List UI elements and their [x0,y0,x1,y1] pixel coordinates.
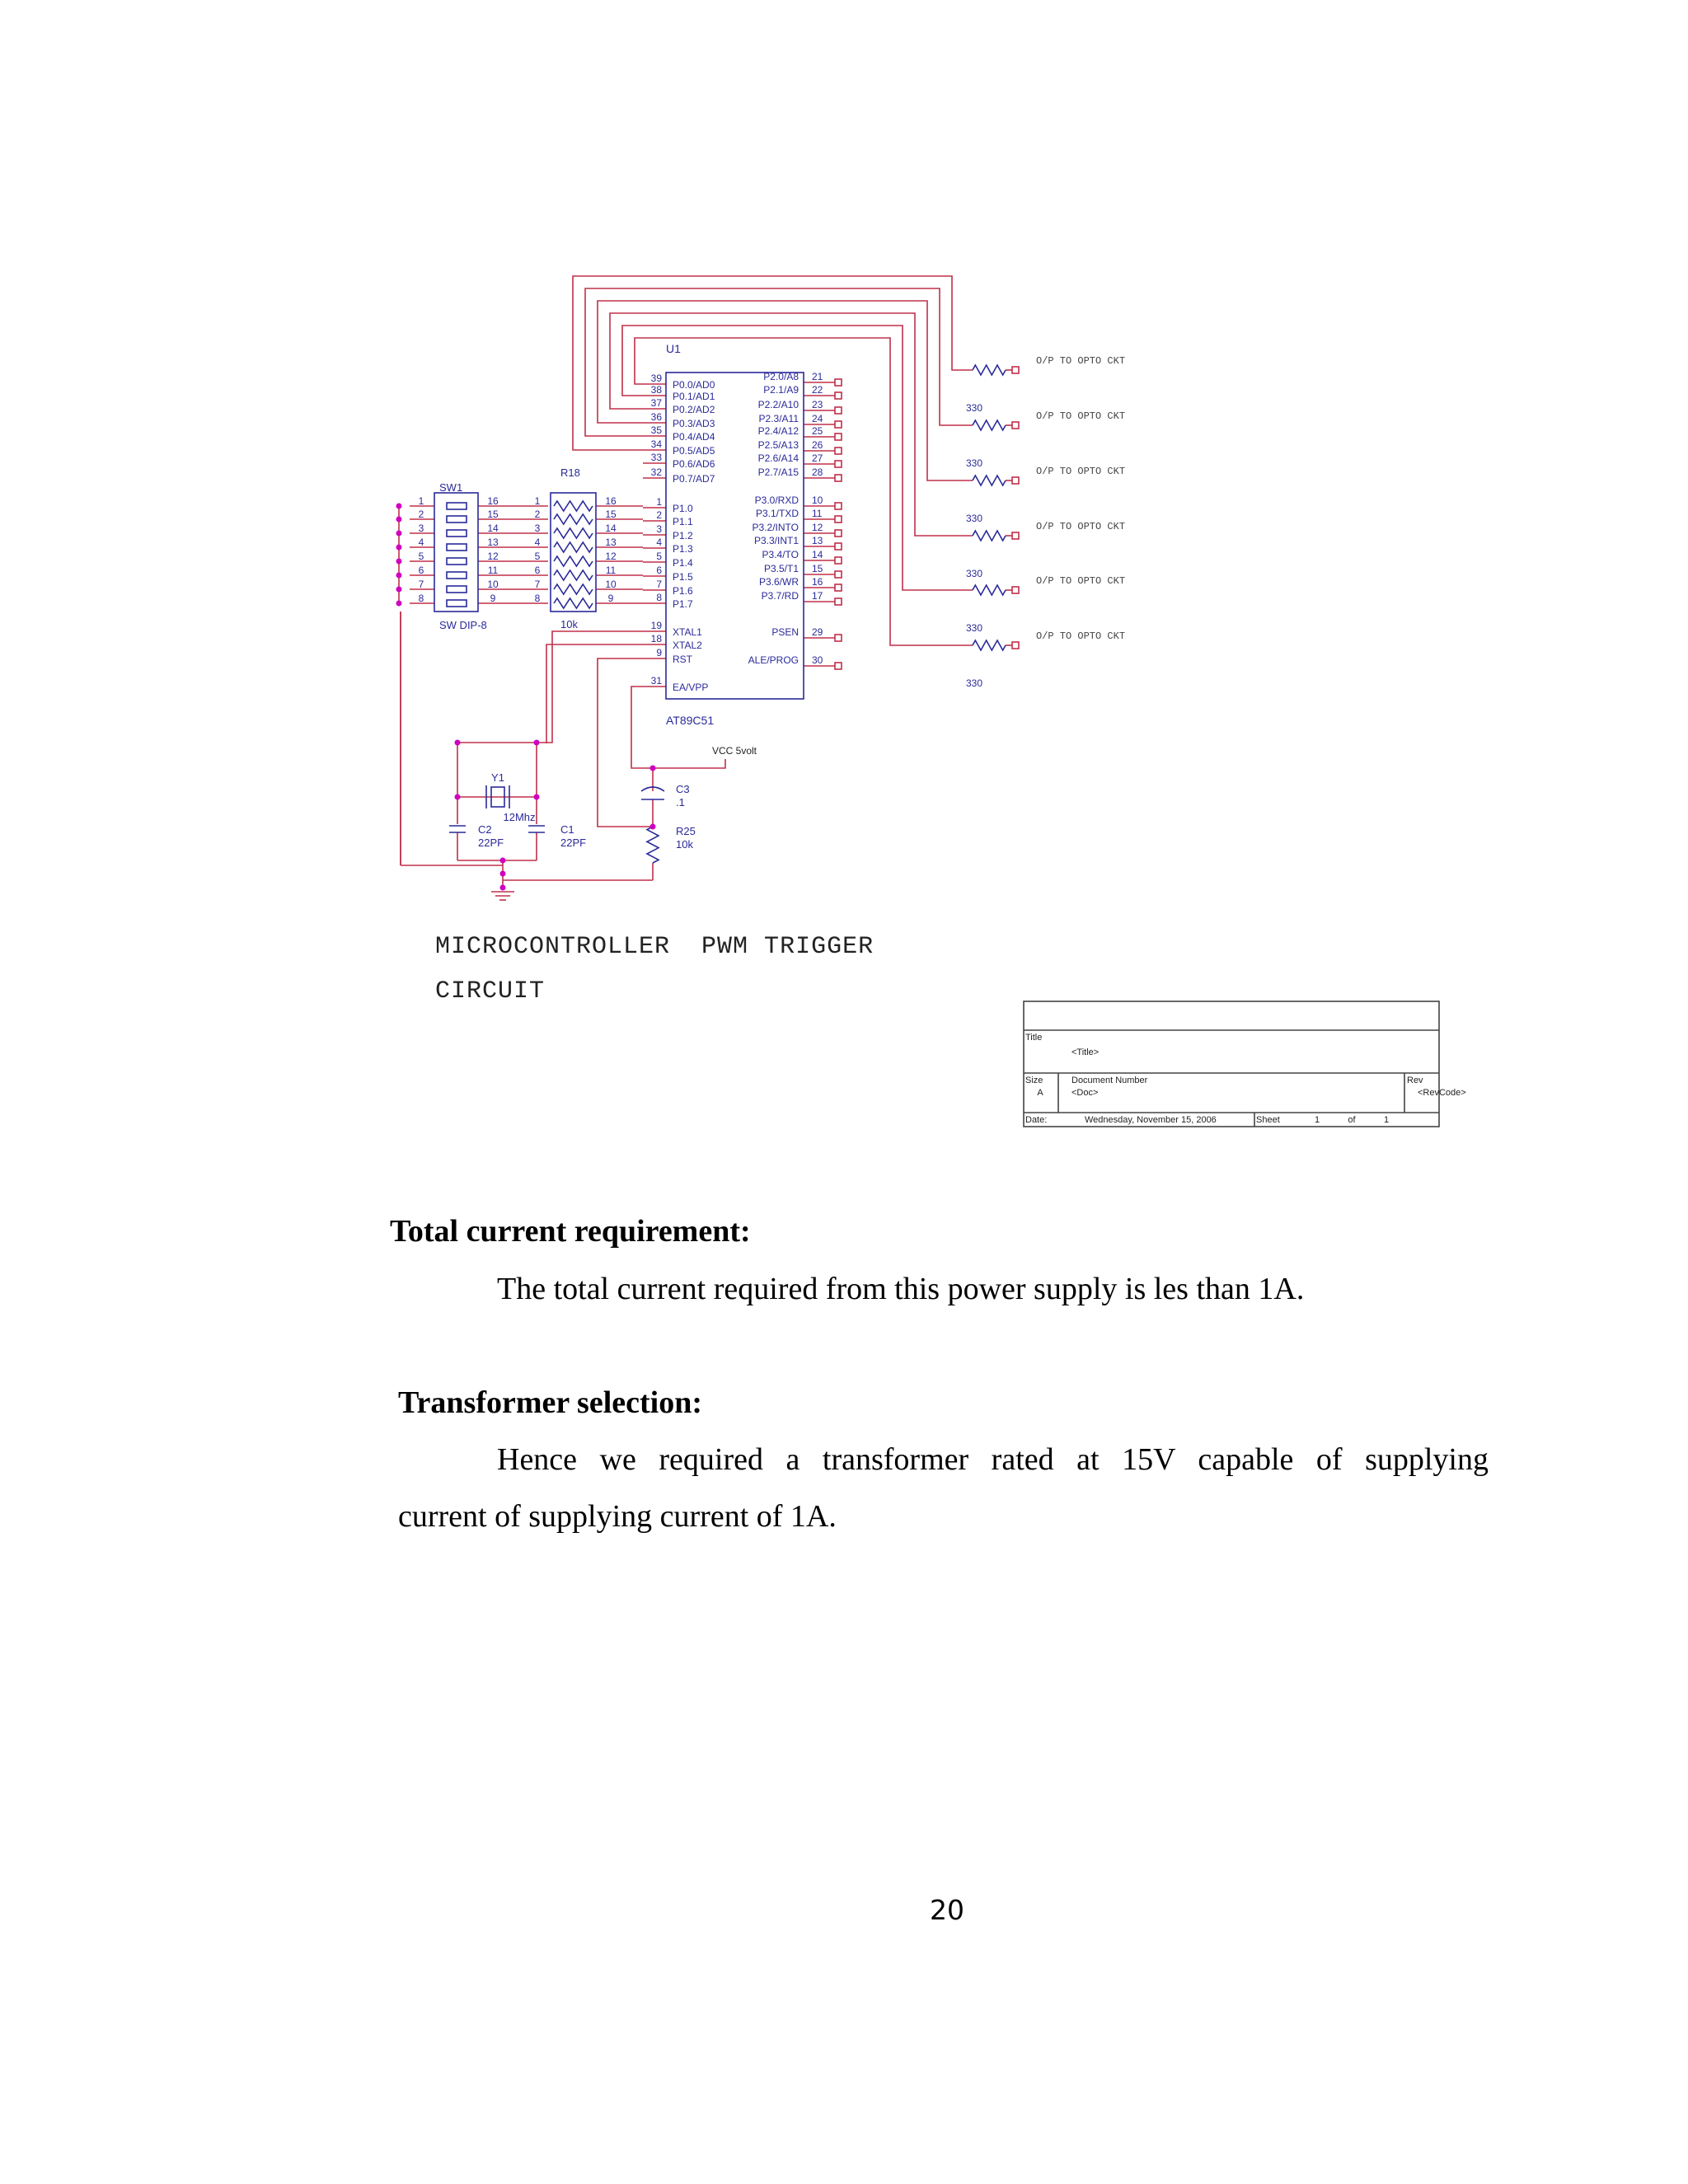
u1-right-pin-number: 10 [812,494,823,506]
output-terminal [1012,642,1019,649]
rev-value: <RevCode> [1418,1088,1466,1098]
r18-left-pin-number: 2 [534,509,541,520]
u1-ref: U1 [666,342,681,355]
output-resistor-value: 330 [966,402,983,414]
c3-value: .1 [676,796,685,808]
u1-right-pin-number: 21 [812,371,823,382]
rst-wire [598,658,643,827]
sw1-right-pin-number: 10 [487,579,499,590]
crystal-junction [455,794,461,800]
section-heading-current: Total current requirement: [390,1214,751,1249]
u1-left-pin-name: P1.3 [673,543,693,555]
output-resistor-value: 330 [966,677,983,689]
u1-right-pin-name: P3.3/INT1 [753,535,799,546]
vcc-label: VCC 5volt [712,745,757,757]
output-terminal [1012,477,1019,484]
output-resistor [973,585,1006,595]
u1-left-pin-name: P0.7/AD7 [673,473,715,485]
output-label: O/P TO OPTO CKT [1036,630,1126,642]
r18-element [554,501,593,511]
date-value: Wednesday, November 15, 2006 [1085,1115,1217,1125]
u1-right-pin-name: P2.2/A10 [757,399,799,410]
u1-left-pin-number: 3 [656,523,662,535]
u1-right-pin-number: 29 [812,626,823,638]
u1-left-pin-number: 31 [650,675,662,687]
section-body-transformer-line1: Hence we required a transformer rated at 15V capable of supplying [497,1442,1489,1477]
output-label: O/P TO OPTO CKT [1036,521,1126,532]
u1-right-pin-number: 11 [812,508,823,519]
u1-right-pin-number: 25 [812,425,823,437]
ground-junction [500,871,506,877]
u1-left-pin-number: 33 [650,452,662,463]
u1-left-pin-number: 36 [650,411,662,423]
u1-right-pin-number: 13 [812,535,823,546]
u1-right-pin-number: 16 [812,576,823,588]
sw1-right-pin-number: 13 [487,537,499,548]
output-resistor [973,420,1006,430]
u1-left-pin-number: 18 [650,633,662,644]
u1-left-pin-name: P0.6/AD6 [673,458,715,470]
sw1-junction [396,504,402,509]
output-label: O/P TO OPTO CKT [1036,575,1126,587]
u1-right-pin-name: ALE/PROG [748,654,799,666]
output-resistor-value: 330 [966,513,983,524]
sw1-left-pin-number: 8 [418,593,424,604]
u1-right-pin-number: 15 [812,563,823,574]
u1-left-pin-name: P1.5 [673,571,693,583]
y1-value: 12Mhz [503,811,536,823]
u1-right-pin-terminal [835,530,842,537]
output-label: O/P TO OPTO CKT [1036,466,1126,477]
output-resistor [973,365,1006,375]
u1-left-pin-name: P1.7 [673,598,693,610]
sw1-junction [396,545,402,551]
r18-right-pin-number: 10 [605,579,617,590]
r18-left-pin-number: 6 [534,565,541,576]
rev-label: Rev [1407,1076,1423,1085]
u1-right-pin-number: 26 [812,439,823,451]
u1-right-pin-terminal [835,448,842,454]
r18-element [554,514,593,524]
u1-left-pin-name: P1.2 [673,530,693,541]
figure-caption-line2: CIRCUIT [435,977,546,1005]
sw1-right-pin-number: 15 [487,509,499,520]
rst-junction [650,824,656,830]
sw1-part: SW DIP-8 [439,619,487,631]
schematic-labels [396,342,1466,1125]
sw1-right-pin-number: 16 [487,495,499,507]
u1-left-pin-number: 4 [656,537,662,548]
u1-left-pin-number: 6 [656,565,662,576]
xtal1-wire [537,631,643,797]
u1-right-pin-terminal [835,543,842,550]
u1-right-pin-name: P3.0/RXD [754,494,799,506]
u1-right-pin-terminal [835,461,842,467]
section-body-transformer-line2: current of supplying current of 1A. [398,1499,837,1534]
size-label: Size [1025,1076,1043,1085]
u1-left-pin-name: P1.0 [673,503,693,514]
u1-left-pin-number: 34 [650,438,662,450]
title-block-frame [1024,1001,1439,1127]
date-label: Date: [1025,1115,1048,1125]
u1-right-pin-name: P2.0/A8 [763,371,799,382]
r18-right-pin-number: 13 [605,537,617,548]
u1-right-pin-number: 30 [812,654,823,666]
r18-right-pin-number: 15 [605,509,617,520]
u1-right-pin-terminal [835,635,842,641]
output-resistor-value: 330 [966,622,983,634]
u1-right-pin-terminal [835,598,842,605]
u1-left-pin-number: 19 [650,620,662,631]
u1-right-pin-terminal [835,421,842,428]
ground-junction [500,885,506,891]
r18-right-pin-number: 12 [605,551,617,562]
ground-junction [500,858,506,864]
r18-right-pin-number: 16 [605,495,617,507]
r25-zigzag [647,827,659,863]
r18-element [554,570,593,580]
u1-right-pin-number: 28 [812,466,823,478]
section-body-current: The total current required from this power supply is les than 1A. [497,1272,1305,1306]
sw1-junction [396,559,402,565]
title-label: Title [1025,1033,1043,1043]
u1-left-pin-name: EA/VPP [673,682,709,693]
sw1-junction [396,587,402,593]
output-terminal [1012,422,1019,429]
u1-right-pin-number: 17 [812,590,823,602]
u1-right-pin-terminal [835,557,842,564]
crystal-junction [534,740,540,746]
sw1-left-pin-number: 1 [418,495,424,507]
u1-right-pin-name: PSEN [771,626,799,638]
u1-right-pin-number: 23 [812,399,823,410]
sw1-switch [447,503,467,509]
u1-right-pin-name: P3.2/INTO [752,522,799,533]
u1-right-pin-name: P2.3/A11 [758,413,799,424]
u1-left-pin-name: P0.5/AD5 [673,445,715,457]
r18-element [554,584,593,594]
sw1-switch [447,600,467,607]
section-heading-transformer: Transformer selection: [398,1385,702,1420]
r18-left-pin-number: 5 [534,551,541,562]
r18-left-pin-number: 7 [534,579,541,590]
r18-element [554,542,593,552]
u1-left-pin-name: P0.2/AD2 [673,404,715,415]
u1-right-pin-number: 22 [812,384,823,396]
output-resistor-value: 330 [966,568,983,579]
docnum-label: Document Number [1071,1076,1148,1085]
u1-right-pin-name: P2.6/A14 [757,452,799,464]
r18-element [554,556,593,566]
sheet-label: Sheet [1256,1115,1280,1125]
u1-left-pin-name: P0.0/AD0 [673,379,715,391]
sw1-left-pin-number: 4 [418,537,424,548]
u1-part: AT89C51 [666,714,715,727]
u1-left-pin-number: 35 [650,424,662,436]
u1-left-pin-number: 7 [656,579,662,590]
output-resistor [973,640,1006,650]
u1-left-pin-number: 38 [650,384,662,396]
sheet-value: 1 [1314,1115,1320,1125]
sw1-left-pin-number: 2 [418,509,424,520]
u1-right-pin-terminal [835,584,842,591]
sw1-left-pin-number: 6 [418,565,424,576]
sw1-left-pin-number: 3 [418,523,424,534]
u1-left-pin-name: P0.4/AD4 [673,431,715,443]
r18-left-pin-number: 4 [534,537,541,548]
size-value: A [1037,1088,1043,1098]
output-label: O/P TO OPTO CKT [1036,355,1126,367]
of-label: of [1348,1115,1356,1125]
u1-right-pin-number: 24 [812,413,823,424]
u1-right-pin-name: P3.4/TO [762,549,799,560]
u1-right-pin-terminal [835,516,842,523]
u1-right-pin-terminal [835,503,842,509]
sw1-switch [447,586,467,593]
u1-right-pin-terminal [835,571,842,578]
crystal-junction [534,794,540,800]
xtal2-wire-stub [546,644,643,743]
c2-ref: C2 [478,823,492,836]
sw1-right-pin-number: 12 [487,551,499,562]
u1-right-pin-name: P2.7/A15 [757,466,799,478]
sw1-junction [396,531,402,537]
u1-right-pin-name: P2.5/A13 [757,439,799,451]
sw1-right-pin-number: 9 [490,593,496,604]
r18-element [554,528,593,538]
sw1-right-pin-number: 11 [487,565,499,576]
r18-value: 10k [560,618,578,630]
of-value: 1 [1383,1115,1390,1125]
r18-right-pin-number: 11 [605,565,617,576]
u1-left-pin-number: 9 [656,647,662,658]
vcc-junction [650,766,656,771]
sw1-ref: SW1 [439,481,463,494]
u1-right-pin-name: P3.1/TXD [755,508,799,519]
u1-right-pin-name: P3.6/WR [758,576,799,588]
sw1-body [434,493,478,612]
output-label: O/P TO OPTO CKT [1036,410,1126,422]
r18-element [554,598,593,608]
u1-right-pin-number: 27 [812,452,823,464]
c2-value: 22PF [478,837,504,849]
u1-left-pin-number: 8 [656,592,662,603]
u1-left-pin-number: 1 [656,496,662,508]
u1-left-pin-number: 32 [650,466,662,478]
u1-left-pin-number: 39 [650,373,662,384]
sw1-switch [447,572,467,579]
u1-right-pin-name: P2.4/A12 [757,425,799,437]
ea-vpp-wire [631,687,653,768]
sw1-switch [447,558,467,565]
sw1-switch [447,544,467,551]
u1-left-pin-name: RST [673,654,692,665]
c1-value: 22PF [560,837,587,849]
output-terminal [1012,532,1019,539]
u1-left-pin-number: 2 [656,509,662,521]
r18-right-pin-number: 9 [607,593,614,604]
u1-left-pin-name: XTAL2 [673,640,702,651]
output-resistor [973,476,1006,485]
u1-right-pin-name: P2.1/A9 [763,384,799,396]
u1-right-pin-terminal [835,663,842,669]
output-resistor [973,531,1006,541]
output-resistor-value: 330 [966,457,983,469]
u1-left-pin-number: 5 [656,551,662,562]
u1-left-pin-name: P1.4 [673,557,693,569]
figure-caption-line1: MICROCONTROLLER PWM TRIGGER [435,933,874,961]
u1-right-pin-terminal [835,407,842,414]
sw1-switch [447,530,467,537]
c1-ref: C1 [560,823,574,836]
r18-ref: R18 [560,466,580,479]
r18-left-pin-number: 1 [534,495,541,507]
schematic-parts [434,365,1439,1127]
u1-left-pin-name: P1.6 [673,585,693,597]
u1-right-pin-terminal [835,475,842,481]
u1-right-pin-name: P3.7/RD [761,590,799,602]
output-terminal [1012,367,1019,373]
y1-ref: Y1 [491,771,504,784]
c3-ref: C3 [676,783,690,795]
sw1-junction [396,517,402,523]
sw1-junction [396,601,402,607]
vcc-wire [653,759,725,768]
r25-value: 10k [676,838,693,851]
u1-right-pin-name: P3.5/T1 [763,563,799,574]
u1-right-pin-terminal [835,392,842,399]
r18-right-pin-number: 14 [605,523,617,534]
sw1-junction [396,573,402,579]
output-terminal [1012,587,1019,593]
u1-right-pin-number: 12 [812,522,823,533]
sw1-left-pin-number: 5 [418,551,424,562]
u1-left-pin-name: P0.3/AD3 [673,418,715,429]
u1-left-pin-number: 37 [650,397,662,409]
r25-ref: R25 [676,825,696,837]
r18-left-pin-number: 3 [534,523,541,534]
title-value: <Title> [1071,1047,1100,1057]
u1-right-pin-terminal [835,379,842,386]
sw1-right-pin-number: 14 [487,523,499,534]
r18-left-pin-number: 8 [534,593,541,604]
page-number: 20 [930,1894,964,1926]
u1-left-pin-name: P0.1/AD1 [673,391,715,402]
sw1-switch [447,516,467,523]
docnum-value: <Doc> [1071,1088,1099,1098]
u1-left-pin-name: XTAL1 [673,626,702,638]
crystal-junction [455,740,461,746]
u1-left-pin-name: P1.1 [673,516,693,527]
sw1-left-pin-number: 7 [418,579,424,590]
u1-right-pin-terminal [835,434,842,440]
u1-right-pin-number: 14 [812,549,823,560]
